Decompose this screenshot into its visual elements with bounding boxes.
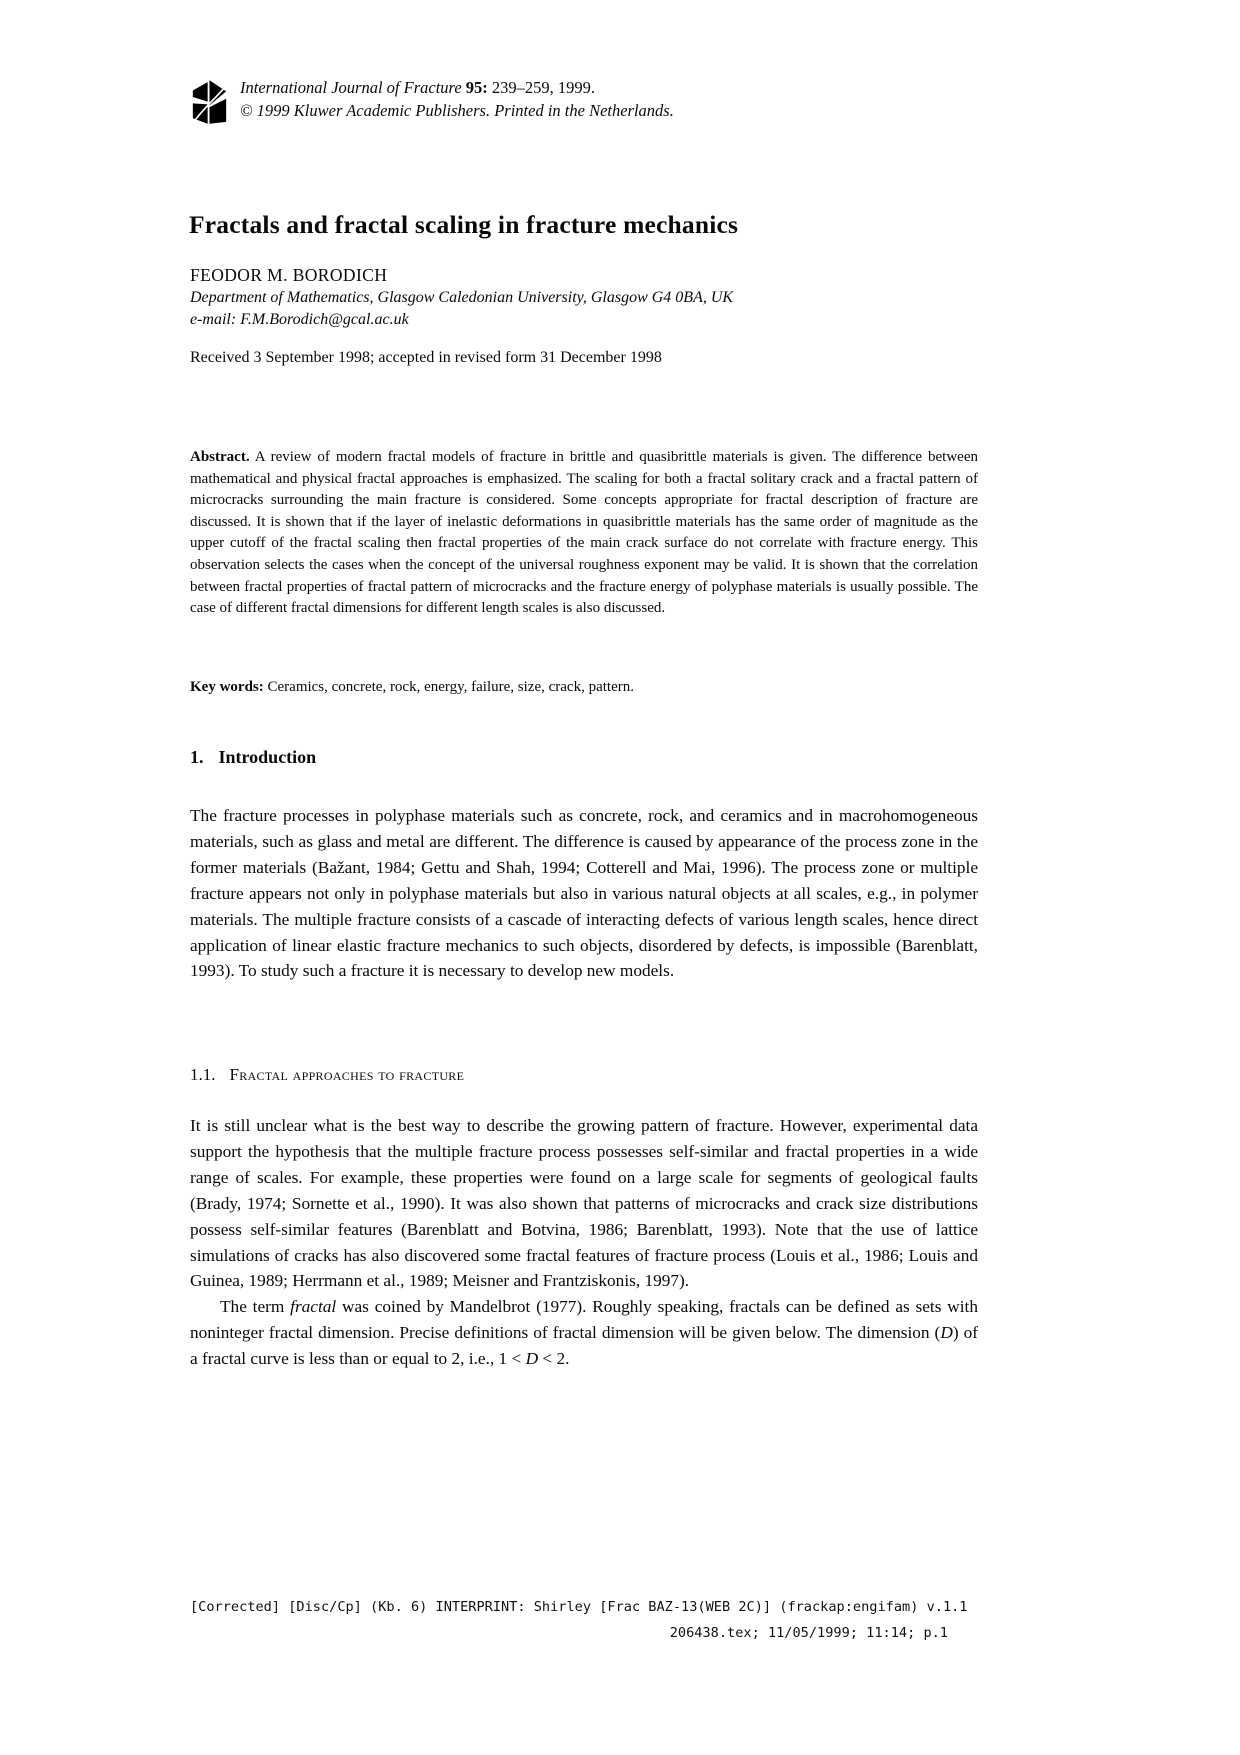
keywords-label: Key words:: [190, 679, 264, 695]
journal-header: [191, 76, 674, 126]
subsection-number: 1.1.: [190, 1065, 216, 1084]
fractal-paragraph-text: It is still unclear what is the best way to describe the growing pattern of fracture. However, experimental data support the hypothesis that the multiple fracture process possesses self-similar and fractal properties in a wide range of scales. For example, these properties were found on a large scale for segments of geological faults (Brady, 1974; Sornette et al., 1990). It was also shown that patterns of microcracks and crack size distributions possess self-similar features (Barenblatt and Botvina, 1986; Barenblatt, 1993). Note that the use of lattice simulations of cracks has also discovered some fractal features of fracture process (Louis et al., 1986; Louis and Guinea, 1989; Herrmann et al., 1989; Meisner and Frantziskonis, 1997).: [190, 1116, 978, 1291]
journal-header-text: [240, 76, 674, 122]
fractal-approaches-paragraphs: [190, 1113, 978, 1372]
intro-paragraph: [190, 803, 978, 984]
paragraph-segment: < 2.: [538, 1349, 570, 1369]
keywords-text: Ceramics, concrete, rock, energy, failure, size, crack, pattern.: [267, 679, 634, 695]
kluwer-publisher-logo-icon: [191, 79, 228, 126]
section-heading-introduction: [190, 747, 316, 768]
author-name: FEODOR M. BORODICH: [190, 265, 388, 285]
footer-typeset-info: [190, 1594, 988, 1646]
author-email: e-mail: F.M.Borodich@gcal.ac.uk: [190, 311, 409, 328]
author-affiliation: Department of Mathematics, Glasgow Caledonian University, Glasgow G4 0BA, UK: [190, 289, 734, 306]
journal-line: [240, 76, 674, 99]
term-fractal-italic: fractal: [290, 1297, 337, 1317]
footer-line-1: [Corrected] [Disc/Cp] (Kb. 6) INTERPRINT: Shirley [Frac BAZ-13(WEB 2C)] (frackap:engifam) v.1.1: [190, 1599, 968, 1615]
abstract-label: Abstract.: [190, 449, 250, 465]
journal-volume: 95:: [465, 78, 488, 97]
copyright-line: © 1999 Kluwer Academic Publishers. Printed in the Netherlands.: [240, 101, 674, 120]
abstract: [190, 447, 978, 620]
received-note: Received 3 September 1998; accepted in revised form 31 December 1998: [190, 349, 662, 366]
subsection-title: Fractal approaches to fracture: [229, 1065, 465, 1084]
footer-line-2: 206438.tex; 11/05/1999; 11:14; p.1: [669, 1625, 948, 1641]
paragraph-segment: was coined by Mandelbrot (1977). Roughly speaking, fractals can be defined as sets with noninteger fractal dimension. Precise definitions of fractal dimension will be given below. The dimension (: [190, 1297, 978, 1343]
journal-pages: 239–259, 1999.: [491, 78, 596, 97]
variable-d-italic: D: [525, 1349, 539, 1369]
keywords: [190, 679, 978, 696]
subsection-heading-fractal-approaches: [190, 1065, 464, 1085]
paragraph-segment: The term: [220, 1297, 291, 1317]
paragraph-segment: ) of a fractal curve is less than or equal to 2, i.e., 1 <: [190, 1323, 978, 1369]
section-number: 1.: [190, 747, 204, 767]
paper-title: Fractals and fractal scaling in fracture mechanics: [189, 210, 739, 240]
intro-paragraph-text: The fracture processes in polyphase materials such as concrete, rock, and ceramics and in macrohomogeneous materials, such as glass and metal are different. The difference is caused by appearance of the process zone in the former materials (Bažant, 1984; Gettu and Shah, 1994; Cotterell and Mai, 1996). The process zone or multiple fracture appears not only in polyphase materials but also in various natural objects at all scales, e.g., in polymer materials. The multiple fracture consists of a cascade of interacting defects of various length scales, hence direct application of linear elastic fracture mechanics to such objects, disordered by defects, is impossible (Barenblatt, 1993). To study such a fracture it is necessary to develop new models.: [190, 806, 978, 981]
section-title: Introduction: [218, 747, 317, 767]
abstract-text: A review of modern fractal models of fracture in brittle and quasibrittle materials is given. The difference between mathematical and physical fractal approaches is emphasized. The scaling for both a fractal solitary crack and a fractal pattern of microcracks surrounding the main fracture is considered. Some concepts appropriate for fractal description of fracture are discussed. It is shown that if the layer of inelastic deformations in quasibrittle materials has the same order of magnitude as the upper cutoff of the fractal scaling then fractal properties of the main crack surface do not correlate with fracture energy. This observation selects the cases when the concept of the universal roughness exponent may be valid. It is shown that the correlation between fractal properties of fractal pattern of microcracks and the fracture energy of polyphase materials is usually possible. The case of different fractal dimensions for different length scales is also discussed.: [190, 449, 978, 617]
variable-d-italic: D: [940, 1323, 953, 1343]
fractal-term-paragraph: [190, 1294, 978, 1372]
journal-name: International Journal of Fracture: [240, 78, 462, 97]
